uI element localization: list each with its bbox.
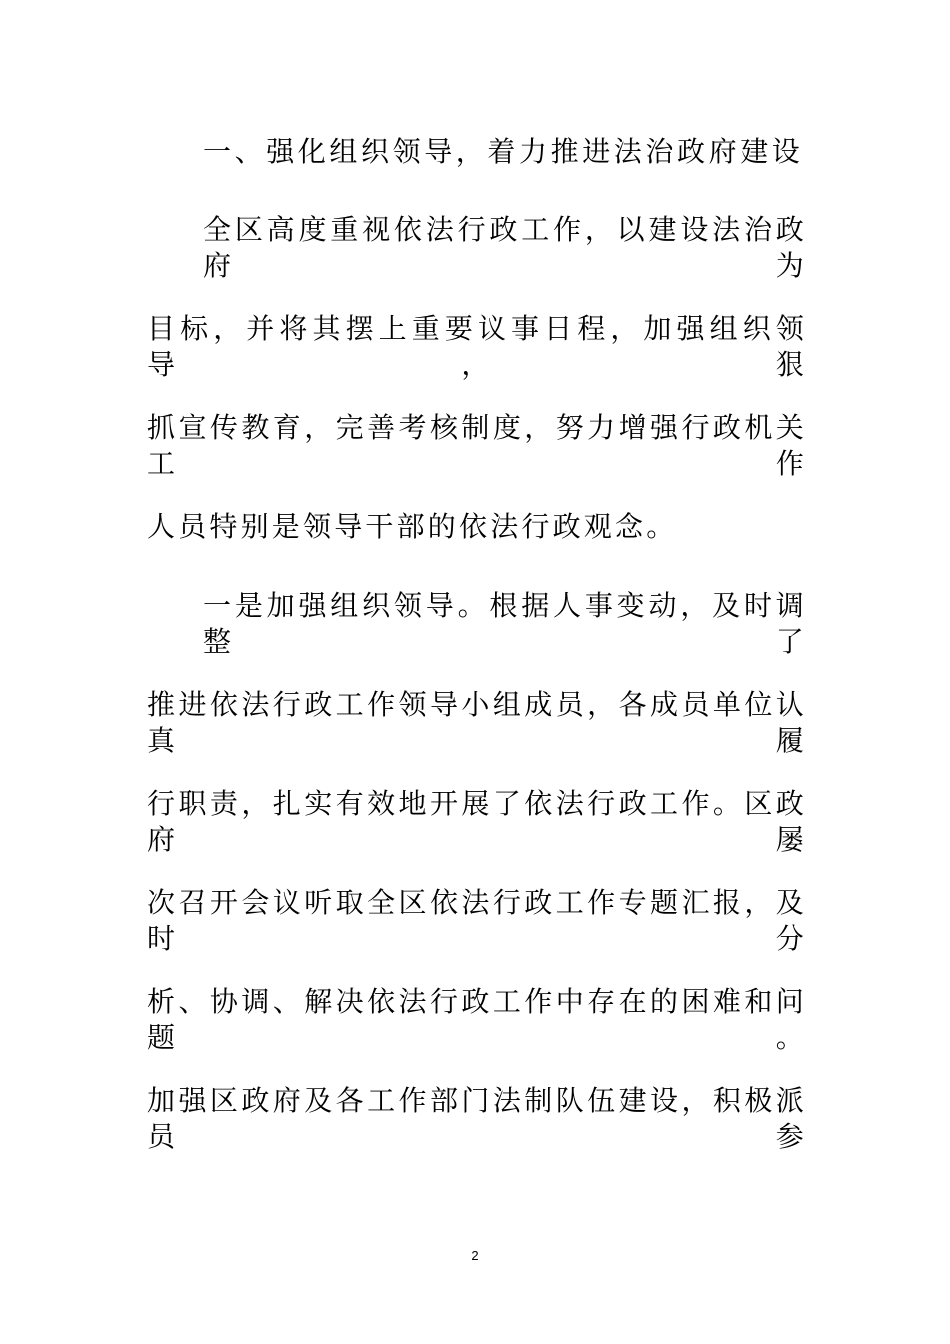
paragraph-line-2: 目标，并将其摆上重要议事日程，加强组织领导，狠 xyxy=(147,312,807,381)
page-number: 2 xyxy=(471,1248,479,1263)
paragraph-line-9: 析、协调、解决依法行政工作中存在的困难和问题。 xyxy=(147,985,807,1054)
section-heading: 一、强化组织领导，着力推进法治政府建设 xyxy=(203,135,804,168)
paragraph-line-6: 推进依法行政工作领导小组成员，各成员单位认真履 xyxy=(147,688,807,757)
paragraph-line-7: 行职责，扎实有效地开展了依法行政工作。区政府屡 xyxy=(147,787,807,856)
paragraph-line-5: 一是加强组织领导。根据人事变动，及时调整了 xyxy=(203,589,807,658)
paragraph-line-1: 全区高度重视依法行政工作，以建设法治政府为 xyxy=(203,213,807,282)
paragraph-line-4: 人员特别是领导干部的依法行政观念。 xyxy=(147,510,678,543)
paragraph-line-3: 抓宣传教育，完善考核制度，努力增强行政机关工作 xyxy=(147,411,807,480)
paragraph-line-8: 次召开会议听取全区依法行政工作专题汇报，及时分 xyxy=(147,886,807,955)
paragraph-line-10: 加强区政府及各工作部门法制队伍建设，积极派员参 xyxy=(147,1084,807,1153)
